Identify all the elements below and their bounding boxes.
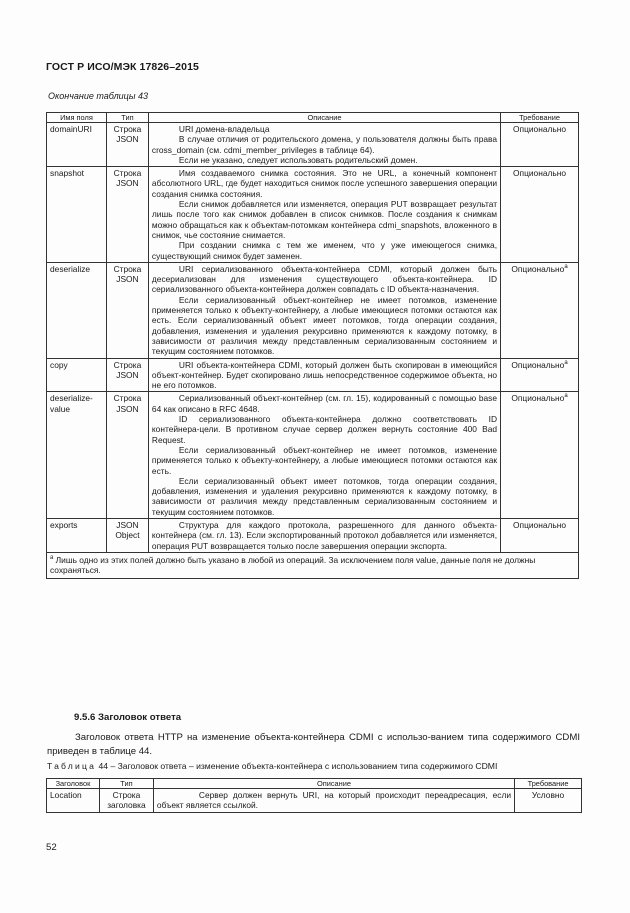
header-type-cell xyxy=(99,789,153,813)
field-type-cell xyxy=(106,392,148,519)
field-name-cell: exports xyxy=(47,518,107,552)
description-cell xyxy=(148,262,500,358)
requirement-cell: Условно xyxy=(515,789,582,813)
description-paragraph: URI домена-владельца xyxy=(178,124,270,134)
requirement-text: Опционально xyxy=(511,359,565,370)
table-44 xyxy=(46,778,582,813)
column-header-type: Тип xyxy=(106,113,148,123)
table-43 xyxy=(46,112,579,579)
requirement-text: Опционально xyxy=(511,393,565,404)
table-row xyxy=(47,789,582,813)
type-line: Строка xyxy=(113,168,142,179)
table-caption-text: 44 – Заголовок ответа – изменение объекта-контейнера с использованием типа содержимого CDMI xyxy=(96,761,498,771)
table-header-row xyxy=(47,779,582,789)
type-line: JSON xyxy=(116,274,139,285)
footnote-row xyxy=(47,552,579,579)
footnote-ref: a xyxy=(564,263,568,270)
table-row xyxy=(47,262,579,358)
footnote-text: Лишь одно из этих полей должно быть указано в любой из операций. За исключением поля value, данные поля не должны сохраняться. xyxy=(50,554,536,576)
header-name-cell: Location xyxy=(47,789,100,813)
field-name-cell: snapshot xyxy=(47,167,107,263)
description-cell xyxy=(148,358,500,392)
table-row xyxy=(47,358,579,392)
description-paragraph: Сервер должен вернуть URI, на который происходит переадресация, если объект является ссылкой. xyxy=(156,790,512,811)
description-paragraph: При создании снимка с тем же именем, что у уже имеющегося снимка, существующий снимок будет заменен. xyxy=(151,240,498,261)
description-paragraph: Имя создаваемого снимка состояния. Это не URL, а конечный компонент абсолютного URL, где будет находиться снимок после успешного завершения операции создания снимка состояния. xyxy=(151,168,498,199)
description-paragraph: Сериализованный объект-контейнер (см. гл. 15), кодированный с помощью base 64 как описано в RFC 4648. xyxy=(151,393,498,414)
standard-header: ГОСТ Р ИСО/МЭК 17826–2015 xyxy=(46,61,199,73)
description-cell xyxy=(148,167,500,263)
column-header-requirement: Требование xyxy=(515,779,582,789)
footnote-ref: a xyxy=(564,359,568,366)
type-line: JSON xyxy=(116,403,139,414)
requirement-cell xyxy=(501,518,579,552)
field-type-cell xyxy=(106,123,148,167)
column-header-description: Описание xyxy=(153,779,514,789)
description-paragraph: Если сериализованный объект имеет потомков, тогда операции создания, добавления, изменения и удаления рекурсивно применяются к каждому потомку, в зависимости от различия между представленным сериализованным состоянием и текущим состоянием потомков. xyxy=(151,475,498,517)
type-line: JSON xyxy=(116,369,139,380)
description-cell xyxy=(148,392,500,519)
description-paragraph: Структура для каждого протокола, разрешенного для данного объекта-контейнера (см. гл. 13). Если экспортированный протокол добавляется или изменяется, операция PUT возвращается только после завершения операции экспорта. xyxy=(151,519,498,551)
field-name-cell: copy xyxy=(47,358,107,392)
field-type-cell xyxy=(106,167,148,263)
body-paragraph: Заголовок ответа HTTP на изменение объекта-контейнера CDMI с использо-ванием типа содержимого CDMI приведен в таблице 44. xyxy=(47,732,580,757)
table-43-caption: Окончание таблицы 43 xyxy=(48,91,148,101)
type-line: Object xyxy=(115,530,140,541)
column-header-name: Имя поля xyxy=(47,113,107,123)
type-line: Строка xyxy=(113,359,142,370)
footnote-ref: a xyxy=(564,393,568,400)
requirement-text: Опционально xyxy=(511,263,565,274)
type-line: JSON xyxy=(116,519,139,530)
type-line: JSON xyxy=(116,178,139,189)
footnote-mark: а xyxy=(50,554,54,561)
type-line: Строка xyxy=(112,790,141,800)
footnote-cell xyxy=(47,552,579,579)
description-paragraph: Если снимок добавляется или изменяется, операция PUT возвращает результат лишь после того как снимок добавлен в список снимков. После создания к снимкам можно обращаться как к объектам-потомкам контейнера cdmi_snapshots, вложенного в снимок, чье состояние снимается. xyxy=(151,199,498,240)
description-paragraph: Если сериализованный объект-контейнер не имеет потомков, изменение применяется только к объекту-контейнеру, а любые имеющиеся потомки остаются как есть. xyxy=(151,444,498,476)
table-row xyxy=(47,167,579,263)
type-line: заголовка xyxy=(107,800,146,811)
field-name-cell: deserialize-value xyxy=(47,392,107,519)
field-name-cell: domainURI xyxy=(47,123,107,167)
field-name-cell: deserialize xyxy=(47,262,107,358)
table-row xyxy=(47,518,579,552)
column-header-description: Описание xyxy=(148,113,500,123)
description-paragraph: ID сериализованного объекта-контейнера должно соответствовать ID контейнера-цели. В противном случае сервер должен вернуть состояние 400 Bad Request. xyxy=(151,414,498,445)
table-row xyxy=(47,123,579,167)
page-number: 52 xyxy=(46,842,57,853)
description-cell xyxy=(148,518,500,552)
column-header-type: Тип xyxy=(99,779,153,789)
column-header-requirement: Требование xyxy=(501,113,579,123)
description-paragraph: Если не указано, следует использовать родительский домен. xyxy=(178,154,418,165)
type-line: Строка xyxy=(113,124,142,134)
description-cell xyxy=(153,789,514,813)
description-paragraph: URI сериализованного объекта-контейнера CDMI, который должен быть десериализован для изменения существующего объекта-контейнера. ID сериализованного объекта-контейнера должен совпадать с ID объекта-назначения. xyxy=(151,263,498,295)
requirement-cell xyxy=(501,358,579,392)
requirement-cell xyxy=(501,392,579,519)
requirement-text: Опционально xyxy=(513,519,567,530)
type-line: Строка xyxy=(113,263,142,274)
section-heading: 9.5.6 Заголовок ответа xyxy=(74,712,182,723)
type-line: Строка xyxy=(113,393,142,404)
requirement-cell xyxy=(501,123,579,167)
requirement-cell xyxy=(501,167,579,263)
requirement-text: Опционально xyxy=(513,168,567,179)
table-caption-prefix: Таблица xyxy=(47,761,97,771)
column-header-name: Заголовок xyxy=(47,779,100,789)
table-44-caption xyxy=(47,761,497,771)
description-paragraph: URI объекта-контейнера CDMI, который должен быть скопирован в имеющийся объект-контейнер. Будет скопировано лишь непосредственное содержимое объекта, но не его потомков. xyxy=(151,359,498,391)
requirement-cell xyxy=(501,262,579,358)
type-line: JSON xyxy=(116,134,139,145)
table-header-row xyxy=(47,113,579,123)
field-type-cell xyxy=(106,262,148,358)
field-type-cell xyxy=(106,518,148,552)
requirement-text: Опционально xyxy=(513,124,567,134)
table-row xyxy=(47,392,579,519)
description-paragraph: В случае отличия от родительского домена, у пользователя должны быть права cross_domain (см. cdmi_member_privileges в таблице 64). xyxy=(151,134,498,155)
description-cell xyxy=(148,123,500,167)
field-type-cell xyxy=(106,358,148,392)
description-paragraph: Если сериализованный объект-контейнер не имеет потомков, изменение применяется только к объекту-контейнеру, а любые имеющиеся потомки остаются как есть. Если сериализованный объект имеет потомков, тогда операции создания, добавления, изменения и удаления рекурсивно применяются к каждому потомку, в зависимости от различия между представленным сериализованным состоянием и текущим состоянием потомков. xyxy=(151,294,498,357)
